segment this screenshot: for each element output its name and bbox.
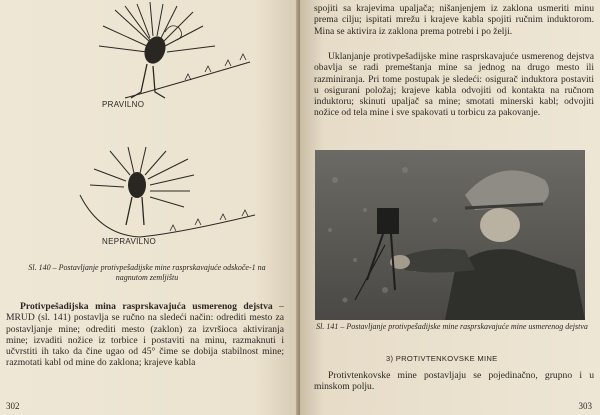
figure-141-caption: Sl. 141 – Postavljanje protivpešadijske mine rasprskavajuće mine usmerenog dejstva [316, 322, 588, 331]
mrud-heading: Protivpešadijska mina rasprskavajuća usmerenog dejstva [20, 301, 273, 312]
label-correct: PRAVILNO [102, 100, 145, 109]
paragraph-connect: spojiti sa krajevima upaljača; nišanjenjem iz zaklona usmeriti minu prema cilju; ispitati mrežu i krajeve kabla spojiti ručnim induktorom. Mina se aktivira iz zaklona prema potrebi i po želji. [314, 3, 594, 37]
label-incorrect: NEPRAVILNO [102, 237, 156, 246]
paragraph-removal: Uklanjanje protivpešadijske mine rasprskavajuće usmerenog dejstva obavlja se radi premeštanja mine sa jednog na drugo mesto ili razminiranja. Pri tome postupak je sledeći: osigurač induktora postaviti u osigurani položaj; krajeve kabla odvojiti od kontakta na ručnom induktoru; skinuti upaljač sa mine; smotati minerski kabl; odvojiti nožice od tela mine i sve spakovati u torbicu za pakovanje. [314, 51, 594, 119]
figure-140-incorrect-illustration [70, 145, 260, 250]
page-number-right: 303 [578, 401, 592, 411]
mrud-description: – MRUD (sl. 141) postavlja se ručno na sledeći način: odrediti mesto za postavljanje mine; odrediti mesto (zaklon) za izvršioca aktiviranja mine; izvaditi nožice iz torbice i postaviti na minu, razmaknuti i učvrstiti ih tako da čine ugao od 45° čime se dobija stabilnost mine; razmotati kabl od mine do zaklona; krajeve kabla [6, 301, 284, 369]
left-body-text [6, 301, 284, 369]
right-page [300, 0, 600, 415]
page-number-left: 302 [6, 401, 20, 411]
figure-140-correct-illustration [95, 2, 255, 102]
figure-141-photo [315, 150, 585, 320]
section-heading-antitank: 3) PROTIVTENKOVSKE MINE [386, 354, 498, 363]
figure-140-caption: Sl. 140 – Postavljanje protivpešadijske mine rasprskavajuće odskoče-1 na nagnutom zemljištu [28, 263, 266, 282]
paragraph-antitank: Protivtenkovske mine postavljaju se pojedinačno, grupno i u minskom polju. [314, 370, 594, 393]
